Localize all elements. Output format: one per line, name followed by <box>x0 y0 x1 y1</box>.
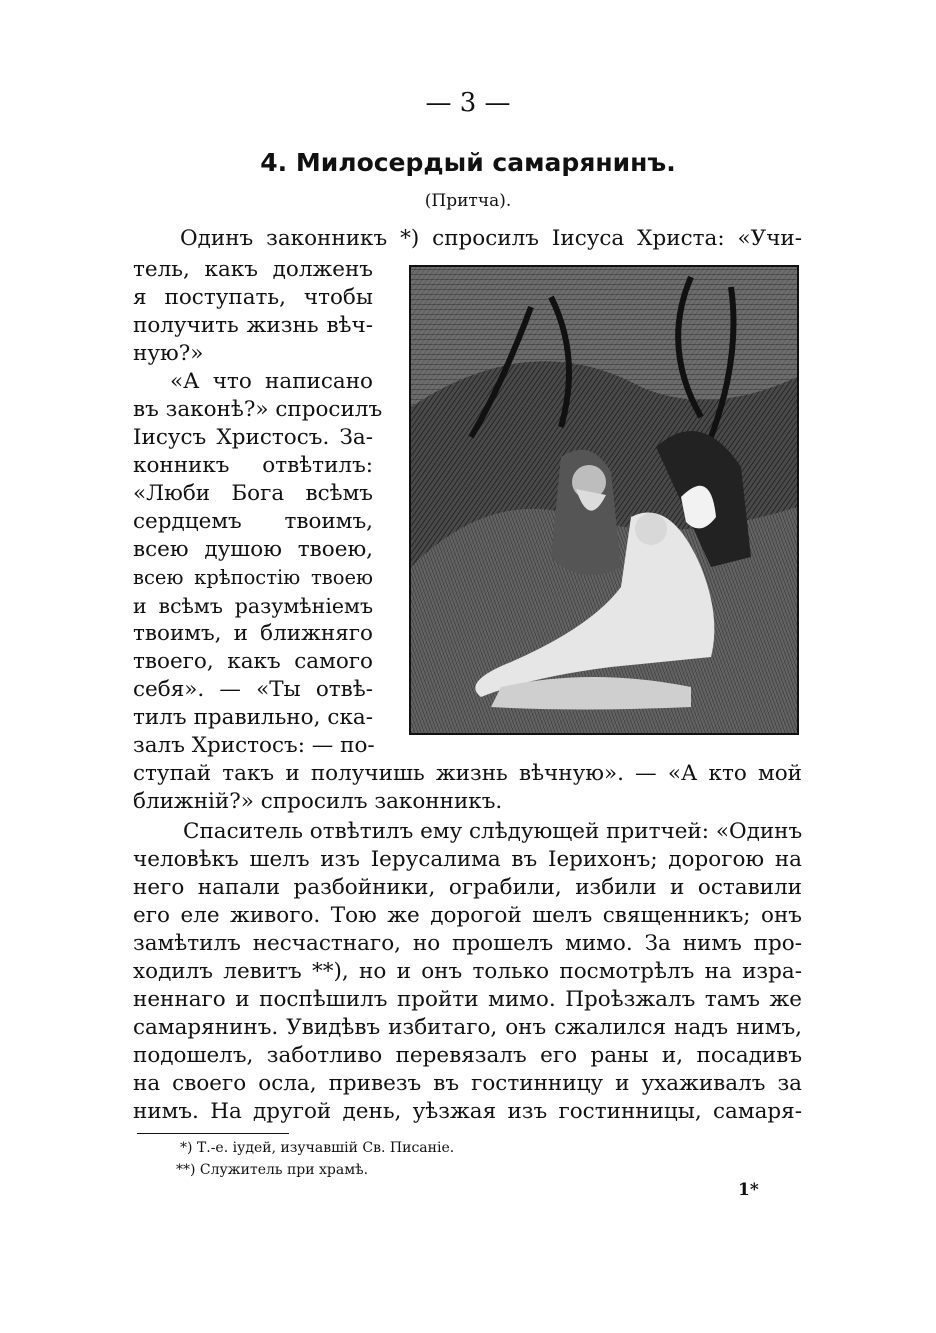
footnote-divider <box>137 1133 289 1134</box>
text-line: подошелъ, заботливо перевязалъ его раны и, посадивъ <box>133 1043 802 1068</box>
text-line: тилъ правильно, ска- <box>133 705 373 730</box>
intro-line: Одинъ законникъ *) спросилъ Іисуса Христа: «Учи- <box>180 226 802 251</box>
text-line: получить жизнь вѣч- <box>133 313 373 338</box>
text-line: конникъ отвѣтилъ: <box>133 453 373 478</box>
text-line: замѣтилъ несчастнаго, но прошелъ мимо. За нимъ про- <box>133 931 802 956</box>
text-line: его еле живого. Тою же дорогой шелъ священникъ; онъ <box>133 903 802 928</box>
text-line: Спаситель отвѣтилъ ему слѣдующей притчей: «Одинъ <box>183 819 803 844</box>
text-line: залъ Христосъ: — по- <box>133 733 375 758</box>
engraving-illustration <box>409 265 799 735</box>
text-line: тель, какъ долженъ <box>133 257 373 282</box>
text-line: на своего осла, привезъ въ гостинницу и ухаживалъ за <box>133 1071 802 1096</box>
text-line: твоимъ, и ближняго <box>133 621 373 646</box>
text-line: «Люби Бога всѣмъ <box>133 481 373 506</box>
text-line: нимъ. На другой день, уѣзжая изъ гостинницы, самаря- <box>133 1099 802 1124</box>
text-line: «А что написано <box>170 369 373 394</box>
text-line: сердцемъ твоимъ, <box>133 509 373 534</box>
text-line: въ законѣ?» спросилъ <box>133 397 383 422</box>
signature-mark: 1* <box>738 1180 759 1200</box>
text-line: человѣкъ шелъ изъ Іерусалима въ Іерихонъ; дорогою на <box>133 847 802 872</box>
chapter-subtitle: (Притча). <box>424 191 512 211</box>
text-line: самарянинъ. Увидѣвъ избитаго, онъ сжалился надъ нимъ, <box>133 1015 802 1040</box>
chapter-title: 4. Милосердый самарянинъ. <box>260 148 676 177</box>
text-line: себя». — «Ты отвѣ- <box>133 677 373 702</box>
text-line: твоего, какъ самого <box>133 649 373 674</box>
footnote: *) Т.-е. іудей, изучавшій Св. Писаніе. <box>180 1140 455 1156</box>
page-number: — 3 — <box>425 88 511 118</box>
text-line: ную?» <box>133 341 204 366</box>
text-line: ближній?» спросилъ законникъ. <box>133 789 503 814</box>
text-line: ходилъ левитъ **), но и онъ только посмотрѣлъ на изра- <box>133 959 802 984</box>
text-line: всею душою твоею, <box>133 537 373 562</box>
text-line: и всѣмъ разумѣніемъ <box>133 594 373 618</box>
text-line: Іисусъ Христосъ. За- <box>133 425 373 450</box>
text-line: всею крѣпостію твоею <box>133 566 373 589</box>
footnote: **) Служитель при храмѣ. <box>176 1162 369 1178</box>
good-samaritan-engraving-icon <box>411 267 797 733</box>
text-line: ступай такъ и получишь жизнь вѣчную». — «А кто мой <box>133 761 802 786</box>
text-line: я поступать, чтобы <box>133 285 373 310</box>
text-line: него напали разбойники, ограбили, избили и оставили <box>133 875 802 900</box>
text-line: неннаго и поспѣшилъ пройти мимо. Проѣзжалъ тамъ же <box>133 987 802 1012</box>
